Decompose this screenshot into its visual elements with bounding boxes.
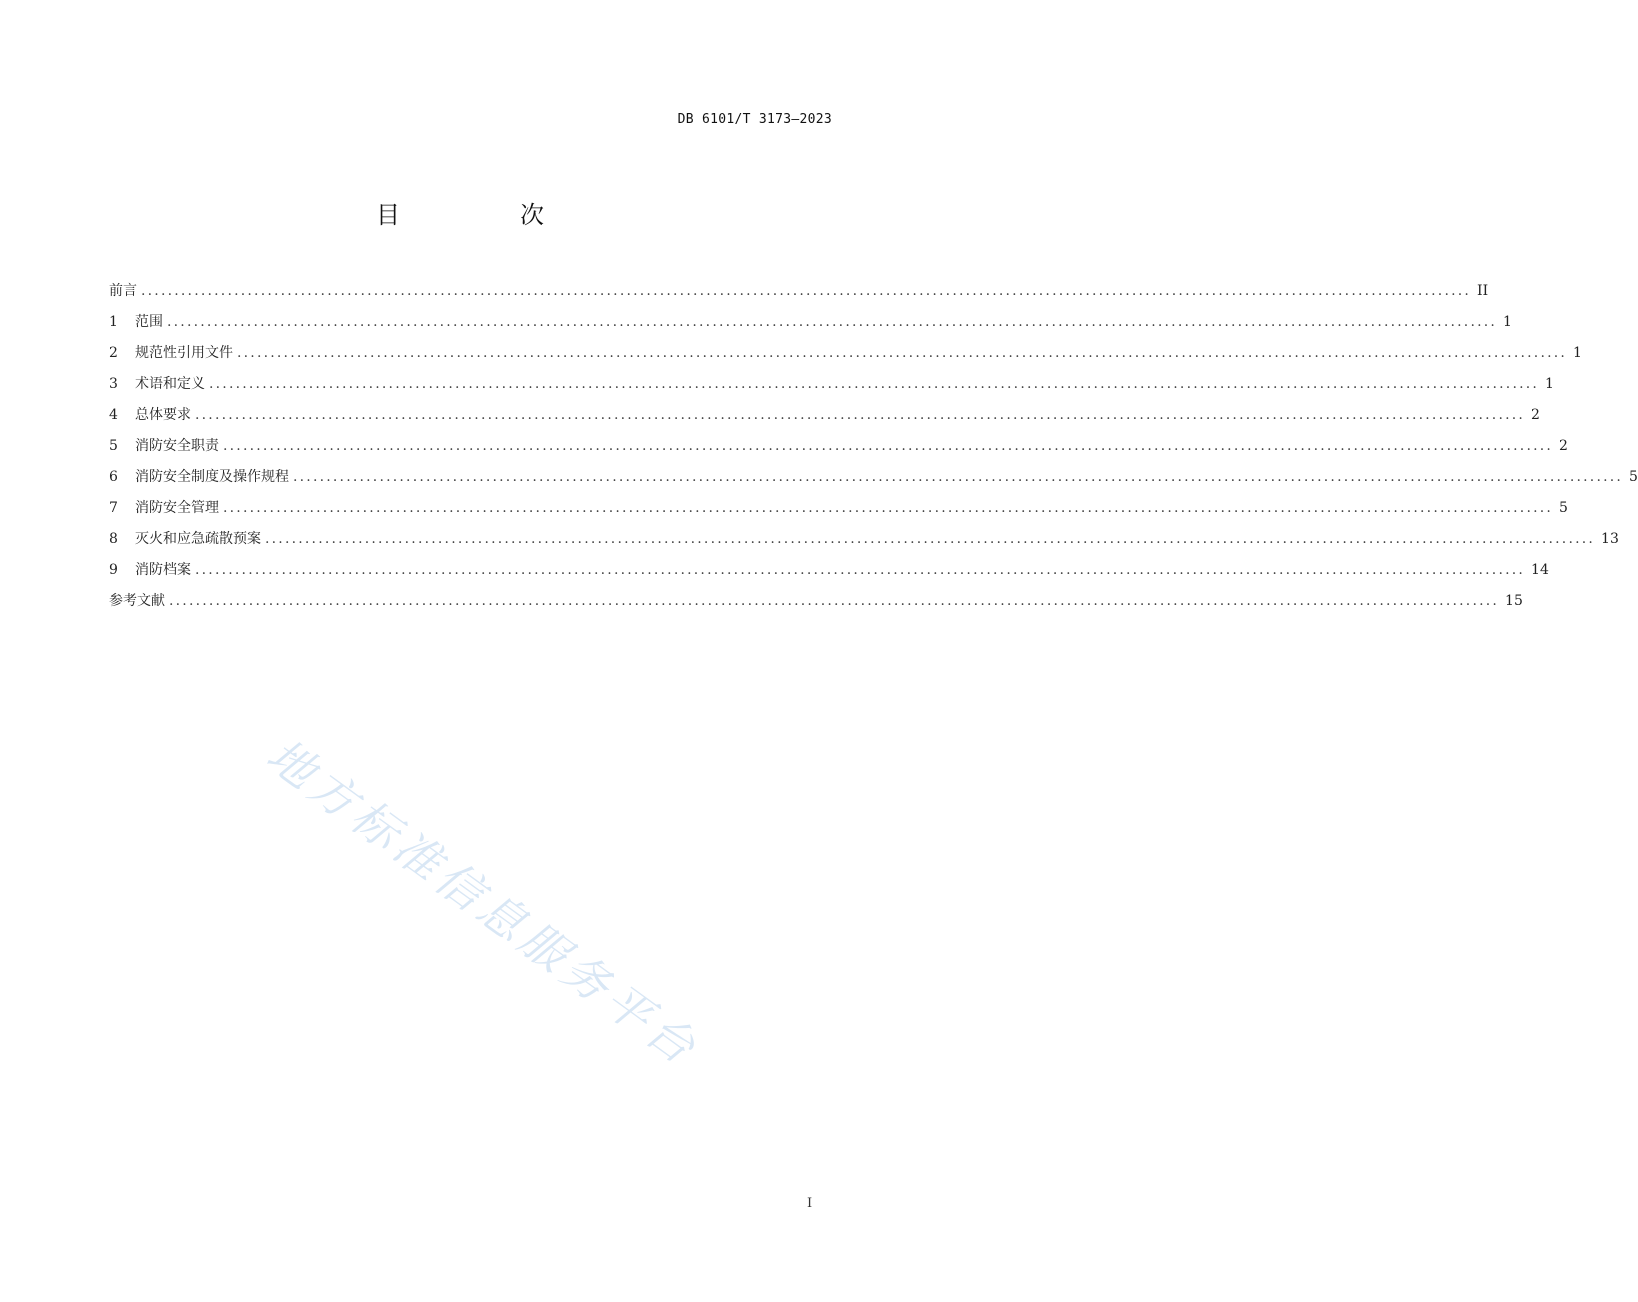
page-number: I bbox=[807, 1196, 813, 1211]
page-title: 目 次 bbox=[376, 201, 592, 229]
toc-leader: ........................................................................................................................................................................................................ bbox=[237, 345, 1568, 361]
toc-entry-number: 8 bbox=[109, 531, 118, 547]
toc-leader: ........................................................................................................................................................................................................ bbox=[209, 376, 1540, 392]
toc-entry-3[interactable] bbox=[109, 373, 1554, 404]
toc-leader: ........................................................................................................................................................................................................ bbox=[265, 531, 1596, 547]
toc-leader: ........................................................................................................................................................................................................ bbox=[195, 407, 1526, 423]
toc-entry-page: 13 bbox=[1601, 531, 1619, 547]
toc-entry-text: 消防安全制度及操作规程 bbox=[135, 469, 289, 485]
toc-entry-text: 总体要求 bbox=[135, 407, 191, 423]
toc-entry-text: 规范性引用文件 bbox=[135, 345, 233, 361]
toc-entry-text: 消防档案 bbox=[135, 562, 191, 578]
toc-entry-number: 5 bbox=[109, 438, 118, 454]
toc-entry-4[interactable] bbox=[109, 404, 1540, 435]
toc-entry-page: 2 bbox=[1559, 438, 1568, 454]
toc-leader: ........................................................................................................................................................................................................ bbox=[223, 438, 1554, 454]
toc-entry-text: 灭火和应急疏散预案 bbox=[135, 531, 261, 547]
toc-entry-7[interactable] bbox=[109, 497, 1568, 528]
toc-entry-page: 14 bbox=[1531, 562, 1549, 578]
toc-entry-text: 参考文献 bbox=[109, 593, 165, 609]
toc-entry-page: II bbox=[1477, 283, 1489, 299]
toc-leader: ........................................................................................................................................................................................................ bbox=[167, 314, 1498, 330]
toc-entry-text: 术语和定义 bbox=[135, 376, 205, 392]
toc-entry-2[interactable] bbox=[109, 342, 1582, 373]
toc-entry-number: 7 bbox=[109, 500, 118, 516]
toc-entry-page: 15 bbox=[1505, 593, 1523, 609]
toc-entry-page: 1 bbox=[1545, 376, 1554, 392]
toc-entry-page: 1 bbox=[1573, 345, 1582, 361]
toc-entry-8[interactable] bbox=[109, 528, 1619, 559]
toc-entry-number: 2 bbox=[109, 345, 118, 361]
toc-entry-number: 9 bbox=[109, 562, 118, 578]
toc-entry-1[interactable] bbox=[109, 311, 1512, 342]
toc-entry-number: 4 bbox=[109, 407, 118, 423]
toc-entry-number: 3 bbox=[109, 376, 118, 392]
toc-entry-text: 范围 bbox=[135, 314, 163, 330]
toc-entry-foreword[interactable] bbox=[109, 280, 1489, 311]
watermark: 地方标准信息服务平台 bbox=[257, 727, 710, 1078]
toc-leader: ........................................................................................................................................................................................................ bbox=[223, 500, 1554, 516]
standard-code: DB 6101/T 3173—2023 bbox=[677, 112, 832, 127]
toc-leader: ........................................................................................................................................................................................................ bbox=[195, 562, 1526, 578]
toc-entry-6[interactable] bbox=[109, 466, 1638, 497]
toc-entry-number: 6 bbox=[109, 469, 118, 485]
toc-leader: ........................................................................................................................................................................................................ bbox=[141, 283, 1472, 299]
toc-entry-text: 前言 bbox=[109, 283, 137, 299]
toc-entry-page: 5 bbox=[1559, 500, 1568, 516]
toc-entry-text: 消防安全职责 bbox=[135, 438, 219, 454]
toc-entry-text: 消防安全管理 bbox=[135, 500, 219, 516]
toc-entry-page: 2 bbox=[1531, 407, 1540, 423]
toc-entry-9[interactable] bbox=[109, 559, 1549, 590]
toc-entry-page: 5 bbox=[1629, 469, 1638, 485]
table-of-contents bbox=[109, 280, 1638, 621]
toc-leader: ........................................................................................................................................................................................................ bbox=[293, 469, 1624, 485]
toc-entry-page: 1 bbox=[1503, 314, 1512, 330]
toc-entry-references[interactable] bbox=[109, 590, 1523, 621]
toc-entry-5[interactable] bbox=[109, 435, 1568, 466]
toc-entry-number: 1 bbox=[109, 314, 118, 330]
toc-leader: ........................................................................................................................................................................................................ bbox=[169, 593, 1500, 609]
